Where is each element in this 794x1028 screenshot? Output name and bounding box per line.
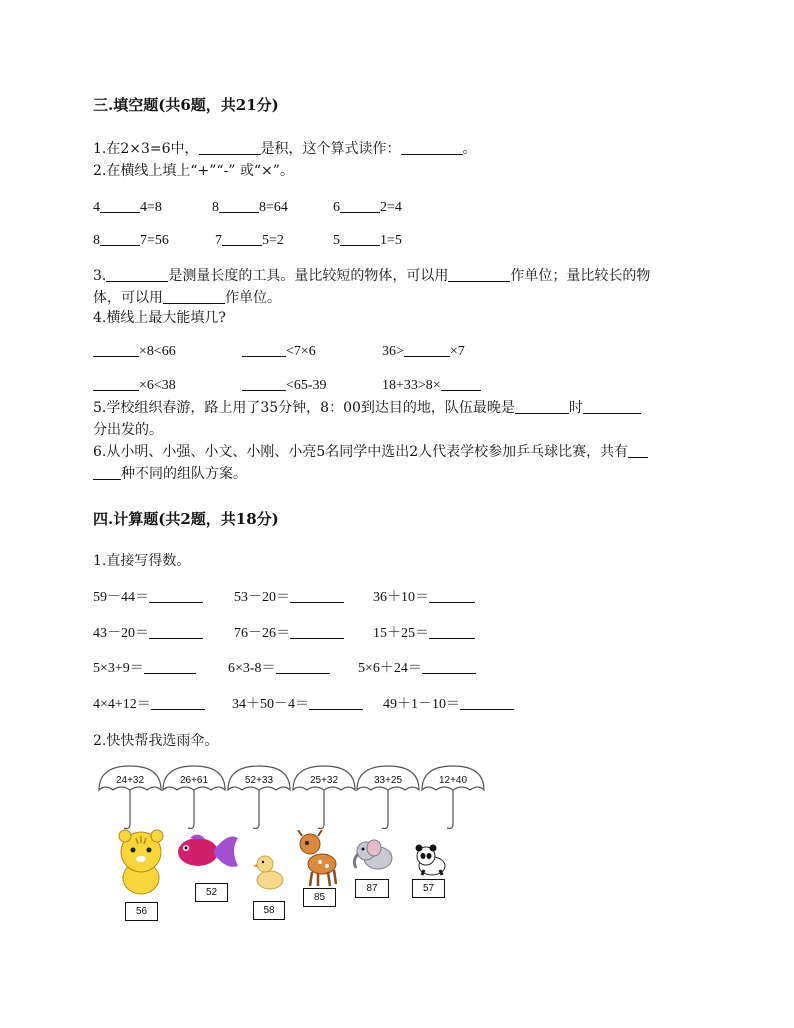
calc-item: 49＋1－10＝: [383, 693, 514, 713]
elephant-icon[interactable]: [352, 838, 396, 872]
answer-blank[interactable]: [106, 267, 168, 282]
question-3-6: 6.从小明、小强、小文、小刚、小亮5名同学中选出2人代表学校参加乒乓球比赛，共有: [93, 441, 648, 461]
answer-blank[interactable]: [460, 695, 514, 710]
answer-blank[interactable]: [93, 376, 139, 391]
question-3-6-cont: 种不同的组队方案。: [93, 463, 247, 483]
number-box[interactable]: 58: [253, 901, 285, 920]
umbrella-label: 25+32: [309, 775, 339, 786]
number-box[interactable]: 56: [125, 902, 158, 921]
answer-blank[interactable]: [222, 231, 262, 246]
answer-blank[interactable]: [199, 140, 261, 155]
q2-item: 7 5=2: [215, 233, 284, 248]
umbrella-icon[interactable]: [97, 762, 163, 834]
answer-blank[interactable]: [309, 695, 363, 710]
q2-item: 5 1=5: [333, 233, 402, 248]
answer-blank[interactable]: [340, 231, 380, 246]
umbrella-icon[interactable]: [355, 762, 421, 834]
calc-item: 43－20＝: [93, 622, 203, 642]
number-box[interactable]: 85: [303, 888, 336, 907]
answer-blank[interactable]: [219, 198, 259, 213]
answer-blank[interactable]: [441, 376, 481, 391]
calc-item: 59－44＝: [93, 586, 203, 606]
umbrella-icon[interactable]: [226, 762, 292, 834]
answer-blank[interactable]: [93, 465, 121, 480]
answer-blank[interactable]: [100, 231, 140, 246]
umbrella-label: 33+25: [373, 775, 403, 786]
answer-blank[interactable]: [242, 342, 286, 357]
answer-blank[interactable]: [448, 267, 510, 282]
calc-item: 53－20＝: [234, 586, 344, 606]
q4-item: <7×6: [242, 342, 316, 360]
q4-item: ×8<66: [93, 342, 176, 360]
answer-blank[interactable]: [276, 659, 330, 674]
answer-blank[interactable]: [290, 588, 344, 603]
question-3-5-cont: 分出发的。: [93, 422, 163, 438]
answer-blank[interactable]: [93, 342, 139, 357]
calc-item: 76－26＝: [234, 622, 344, 642]
panda-icon[interactable]: [412, 844, 448, 876]
section-3-title: 三.填空题(共6题，共21分): [93, 96, 279, 114]
section-4-title: 四.计算题(共2题，共18分): [93, 510, 279, 528]
answer-blank[interactable]: [404, 342, 450, 357]
calc-item: 4×4+12＝: [93, 693, 205, 713]
q2-item: 8 8=64: [212, 200, 288, 215]
umbrella-label: 52+33: [244, 775, 274, 786]
q2-item: 6 2=4: [333, 200, 402, 215]
answer-blank[interactable]: [100, 198, 140, 213]
umbrella-icon[interactable]: [420, 762, 486, 834]
answer-blank[interactable]: [401, 140, 463, 155]
umbrella-label: 26+61: [179, 775, 209, 786]
question-3-4: 4.横线上最大能填几?: [93, 310, 226, 326]
q4-item: 18+33>8×: [382, 376, 481, 394]
umbrella-icon[interactable]: [161, 762, 227, 834]
question-4-2: 2.快快帮我选雨伞。: [93, 733, 219, 749]
calc-item: 34＋50－4＝: [232, 693, 363, 713]
answer-blank[interactable]: [429, 624, 475, 639]
question-3-5: 5.学校组织春游，路上用了35分钟，8：00到达目的地，队伍最晚是 时: [93, 397, 641, 417]
tiger-icon[interactable]: [112, 828, 170, 898]
number-box[interactable]: 57: [412, 879, 445, 898]
answer-blank[interactable]: [422, 659, 476, 674]
q2-item: 8 7=56: [93, 233, 169, 248]
q4-item: <65-39: [242, 376, 327, 394]
calc-item: 15＋25＝: [373, 622, 475, 642]
answer-blank[interactable]: [290, 624, 344, 639]
q1-prefix: 1.在2×3=6中，: [93, 141, 199, 157]
question-4-1: 1.直接写得数。: [93, 553, 191, 569]
question-3-1: [93, 138, 477, 158]
number-box[interactable]: 52: [195, 883, 228, 902]
answer-blank[interactable]: [515, 399, 569, 414]
deer-icon[interactable]: [296, 830, 344, 888]
answer-blank[interactable]: [628, 443, 648, 458]
calc-item: 6×3-8＝: [228, 657, 330, 677]
answer-blank[interactable]: [429, 588, 475, 603]
umbrella-icon[interactable]: [291, 762, 357, 834]
q2-item: 4 4=8: [93, 200, 162, 215]
answer-blank[interactable]: [144, 659, 196, 674]
question-3-3-cont: 体，可以用 作单位。: [93, 290, 281, 306]
umbrella-label: 12+40: [438, 775, 468, 786]
calc-item: 36＋10＝: [373, 586, 475, 606]
answer-blank[interactable]: [583, 399, 641, 414]
calc-item: 5×6＋24＝: [358, 657, 476, 677]
q4-item: ×6<38: [93, 376, 176, 394]
question-3-2: 2.在横线上填上“+”“-” 或“×”。: [93, 163, 294, 179]
answer-blank[interactable]: [163, 289, 225, 304]
answer-blank[interactable]: [149, 624, 203, 639]
duckling-icon[interactable]: [253, 852, 285, 892]
umbrella-label: 24+32: [115, 775, 145, 786]
question-3-3: 3. 是测量长度的工具。量比较短的物体，可以用 作单位；量比较长的物: [93, 268, 651, 284]
answer-blank[interactable]: [149, 588, 203, 603]
q4-item: 36> ×7: [382, 344, 465, 359]
q1-mid: 是积，这个算式读作：: [260, 141, 401, 157]
answer-blank[interactable]: [151, 695, 205, 710]
answer-blank[interactable]: [340, 198, 380, 213]
calc-item: 5×3+9＝: [93, 657, 196, 677]
number-box[interactable]: 87: [355, 879, 389, 898]
answer-blank[interactable]: [242, 376, 286, 391]
goldfish-icon[interactable]: [176, 830, 240, 872]
q1-end: 。: [462, 141, 477, 157]
